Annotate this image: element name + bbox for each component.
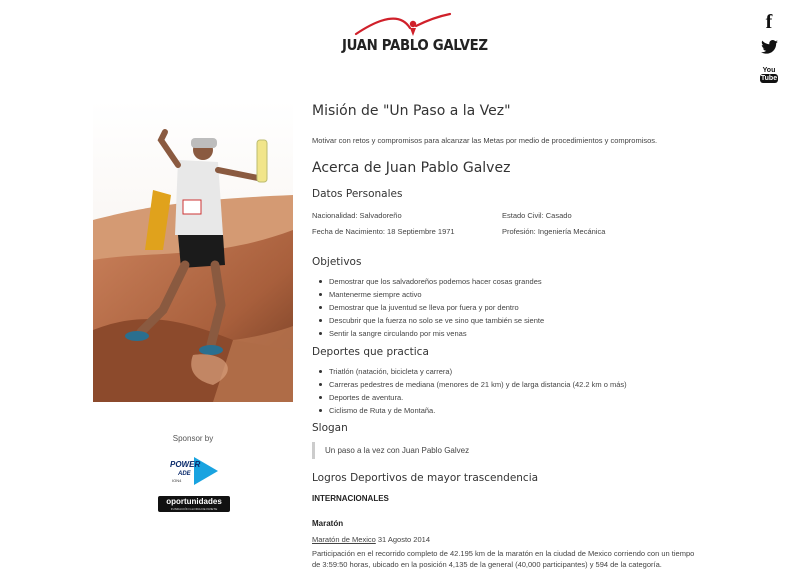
powerade-line3: ION4 bbox=[172, 478, 182, 483]
oportunidades-logo[interactable] bbox=[158, 496, 230, 512]
facebook-icon[interactable]: f bbox=[765, 11, 773, 33]
logros-title: Logros Deportivos de mayor trascendencia bbox=[312, 472, 539, 484]
list-item: Demostrar que la juventud se lleva por fuera y por dentro bbox=[326, 301, 544, 314]
datos-grid bbox=[312, 210, 712, 242]
maraton-date: 31 Agosto 2014 bbox=[375, 535, 430, 544]
mision-text: Motivar con retos y compromisos para alcanzar las Metas por medio de procedimientos y compromisos. bbox=[312, 136, 658, 145]
datos-title: Datos Personales bbox=[312, 188, 403, 200]
social-links bbox=[760, 12, 778, 91]
list-item: Descubrir que la fuerza no solo se ve sino que también se siente bbox=[326, 314, 544, 327]
powerade-line2: ADE bbox=[178, 471, 191, 477]
list-item: Demostrar que los salvadoreños podemos hacer cosas grandes bbox=[326, 275, 544, 288]
fecha-nacimiento: Fecha de Nacimiento: 18 Septiembre 1971 bbox=[312, 227, 455, 236]
powerade-logo[interactable] bbox=[168, 455, 220, 487]
list-item: Mantenerme siempre activo bbox=[326, 288, 544, 301]
oportunidades-name: oportunidades bbox=[166, 497, 222, 506]
slogan-title: Slogan bbox=[312, 422, 348, 434]
youtube-icon[interactable] bbox=[760, 67, 778, 83]
maraton-heading: Maratón bbox=[312, 519, 344, 528]
twitter-icon[interactable] bbox=[760, 40, 778, 59]
slogan-quote: Un paso a la vez con Juan Pablo Galvez bbox=[312, 442, 469, 459]
list-item: Sentir la sangre circulando por mis venas bbox=[326, 327, 544, 340]
nacionalidad: Nacionalidad: Salvadoreño bbox=[312, 211, 402, 220]
maraton-description: Participación en el recorrido completo de 42.195 km de la maratón en la ciudad de Mexico corriendo con un tiempo de 3:59:50 horas, ubicado en la posición 4,135 de la general (40,000 participantes) y 594 de la categoría. bbox=[312, 549, 695, 569]
runner-photo bbox=[93, 100, 293, 402]
youtube-tube: Tube bbox=[760, 75, 778, 82]
deportes-title: Deportes que practica bbox=[312, 346, 429, 358]
estado-civil: Estado Civil: Casado bbox=[502, 211, 572, 220]
objetivos-title: Objetivos bbox=[312, 256, 362, 268]
oportunidades-sub: FUNDACIÓN GLORIA DE KRIETE bbox=[170, 507, 218, 511]
mision-title: Misión de "Un Paso a la Vez" bbox=[312, 103, 511, 119]
maraton-mexico-link[interactable]: Maratón de Mexico bbox=[312, 535, 376, 544]
list-item: Ciclismo de Ruta y de Montaña. bbox=[326, 404, 627, 417]
internacionales-heading: INTERNACIONALES bbox=[312, 494, 389, 503]
list-item: Deportes de aventura. bbox=[326, 391, 627, 404]
maraton-line bbox=[312, 534, 712, 545]
youtube-you: You bbox=[762, 67, 776, 74]
logo-text: JUAN PABLO GALVEZ bbox=[342, 36, 488, 54]
powerade-line1: POWER bbox=[170, 460, 201, 469]
site-logo[interactable] bbox=[330, 10, 488, 60]
sponsor-label: Sponsor by bbox=[172, 434, 214, 443]
profesion: Profesión: Ingeniería Mecánica bbox=[502, 227, 606, 236]
logo-swoosh-icon bbox=[352, 12, 452, 38]
list-item: Carreras pedestres de mediana (menores de 21 km) y de larga distancia (42.2 km o más) bbox=[326, 378, 627, 391]
acerca-title: Acerca de Juan Pablo Galvez bbox=[312, 160, 511, 176]
deportes-list bbox=[326, 365, 627, 417]
list-item: Triatlón (natación, bicicleta y carrera) bbox=[326, 365, 627, 378]
objetivos-list bbox=[326, 275, 544, 340]
